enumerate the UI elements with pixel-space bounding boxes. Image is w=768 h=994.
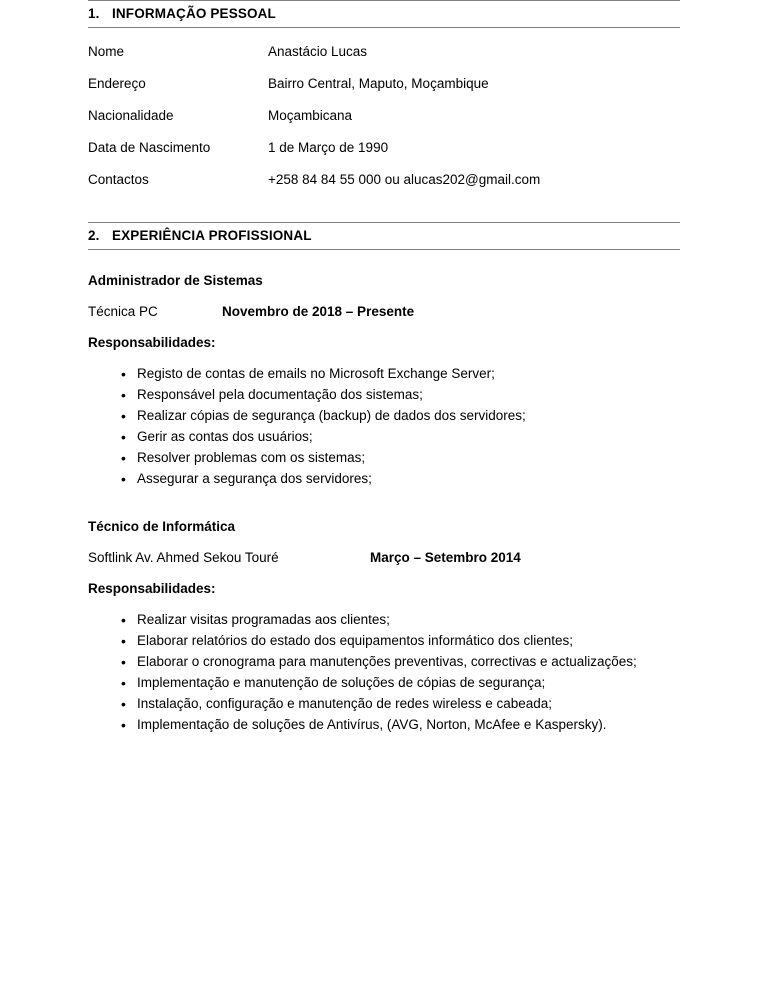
document-content (88, 0, 680, 736)
info-label: Endereço (88, 76, 146, 91)
job-entry-administrador-de-sistemas (88, 273, 680, 490)
list-item: • Implementação de soluções de Antivírus, (AVG, Norton, McAfee e Kaspersky). (88, 715, 680, 736)
list-item: • Responsável pela documentação dos sistemas; (88, 385, 680, 406)
info-row-nome (88, 44, 680, 59)
personal-info-table (88, 44, 680, 187)
section-number: 2. (88, 228, 100, 243)
info-value: 1 de Março de 1990 (268, 140, 389, 155)
responsibilities-list (88, 610, 680, 736)
info-label: Nome (88, 44, 125, 59)
info-row-data-nascimento (88, 140, 680, 155)
info-label: Data de Nascimento (88, 140, 211, 155)
responsibilities-heading: Responsabilidades: (88, 335, 216, 350)
list-item: • Resolver problemas com os sistemas; (88, 448, 680, 469)
list-item: • Elaborar relatórios do estado dos equipamentos informático dos clientes; (88, 631, 680, 652)
info-row-contactos (88, 172, 680, 187)
info-row-nacionalidade (88, 108, 680, 123)
job-entry-tecnico-de-informatica (88, 519, 680, 736)
list-item: • Gerir as contas dos usuários; (88, 427, 680, 448)
section-header-experiencia-profissional (88, 222, 680, 250)
job-dates: Novembro de 2018 – Presente (222, 304, 415, 319)
list-item: • Registo de contas de emails no Microsoft Exchange Server; (88, 364, 680, 385)
section-title: EXPERIÊNCIA PROFISSIONAL (112, 228, 312, 243)
list-item: • Realizar visitas programadas aos clientes; (88, 610, 680, 631)
list-item: • Implementação e manutenção de soluções de cópias de segurança; (88, 673, 680, 694)
job-company: Softlink Av. Ahmed Sekou Touré (88, 550, 279, 566)
section-title: INFORMAÇÃO PESSOAL (112, 6, 276, 21)
job-meta (88, 304, 680, 319)
info-row-endereco (88, 76, 680, 91)
job-dates: Março – Setembro 2014 (370, 550, 521, 566)
section-experiencia-profissional (88, 222, 680, 736)
section-informacao-pessoal (88, 0, 680, 187)
section-header-informacao-pessoal (88, 0, 680, 28)
list-item: • Realizar cópias de segurança (backup) de dados dos servidores; (88, 406, 680, 427)
list-item: • Instalação, configuração e manutenção de redes wireless e cabeada; (88, 694, 680, 715)
info-value: Bairro Central, Maputo, Moçambique (268, 76, 489, 91)
info-value: +258 84 84 55 000 ou alucas202@gmail.com (268, 172, 541, 187)
job-company: Técnica PC (88, 304, 158, 319)
responsibilities-list (88, 364, 680, 490)
list-item: • Elaborar o cronograma para manutenções preventivas, correctivas e actualizações; (88, 652, 680, 673)
info-label: Nacionalidade (88, 108, 174, 123)
list-item: • Assegurar a segurança dos servidores; (88, 469, 680, 490)
job-title: Técnico de Informática (88, 519, 236, 535)
job-meta (88, 550, 680, 565)
info-value: Moçambicana (268, 108, 353, 123)
job-title: Administrador de Sistemas (88, 273, 263, 288)
info-value: Anastácio Lucas (268, 44, 368, 59)
info-label: Contactos (88, 172, 149, 187)
section-number: 1. (88, 6, 100, 21)
responsibilities-heading: Responsabilidades: (88, 581, 216, 597)
